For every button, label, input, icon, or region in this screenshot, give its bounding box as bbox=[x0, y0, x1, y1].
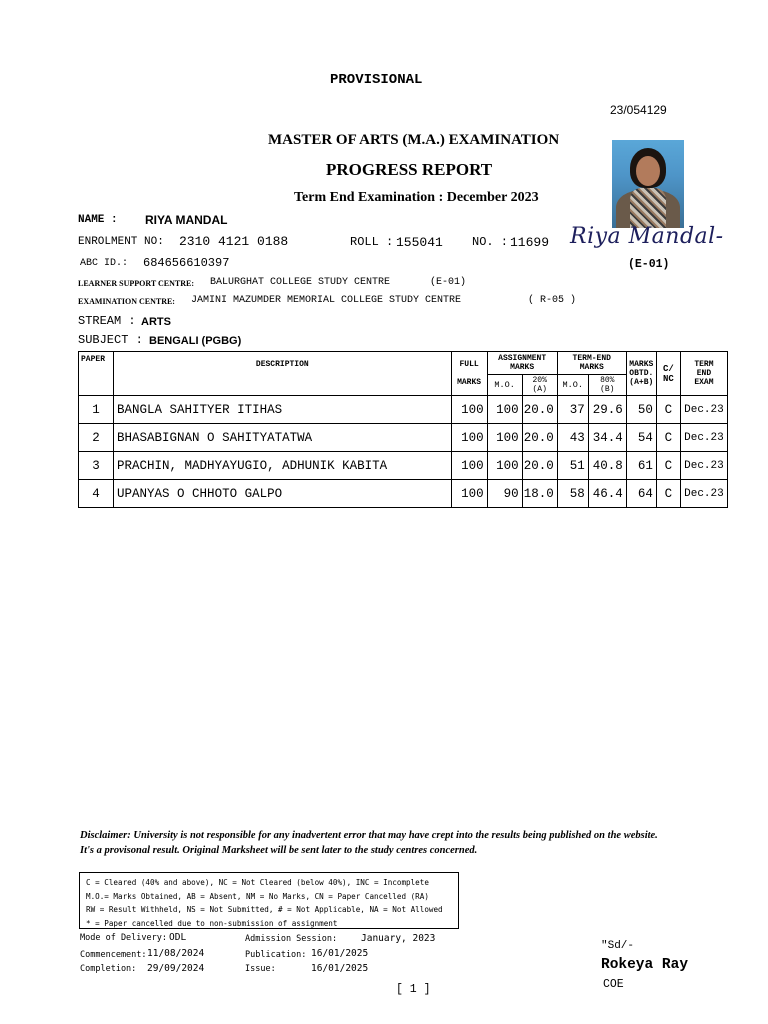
header-cnc: C/ NC bbox=[656, 352, 680, 396]
paper-no: 2 bbox=[79, 424, 114, 452]
full-marks: 100 bbox=[451, 396, 487, 424]
disclaimer bbox=[80, 828, 658, 858]
header-term-end-exam: TERM END EXAM bbox=[680, 352, 727, 396]
paper-description: PRACHIN, MADHYAYUGIO, ADHUNIK KABITA bbox=[114, 452, 452, 480]
signatory-designation: COE bbox=[603, 978, 624, 991]
admission-value: January, 2023 bbox=[361, 933, 436, 944]
commencement-value: 11/08/2024 bbox=[147, 948, 205, 959]
assignment-pct: 18.0 bbox=[522, 480, 557, 508]
signatory-name: Rokeya Ray bbox=[601, 957, 689, 973]
paper-description: BANGLA SAHITYER ITIHAS bbox=[114, 396, 452, 424]
paper-no: 1 bbox=[79, 396, 114, 424]
full-marks: 100 bbox=[451, 424, 487, 452]
term-pct: 40.8 bbox=[588, 452, 626, 480]
assignment-pct: 20.0 bbox=[522, 396, 557, 424]
term-pct: 34.4 bbox=[588, 424, 626, 452]
student-signature: Riya Mandal- bbox=[570, 224, 724, 249]
no-label: NO. : bbox=[472, 235, 509, 249]
header-assign-mo: M.O. bbox=[487, 375, 522, 396]
legend-line: * = Paper cancelled due to non-submission of assignment bbox=[86, 918, 338, 928]
cleared-status: C bbox=[656, 424, 680, 452]
admission-label: Admission Session: bbox=[245, 934, 338, 944]
term-title: Term End Examination : December 2023 bbox=[294, 190, 539, 205]
header-term-mo: M.O. bbox=[557, 375, 588, 396]
assignment-mo: 100 bbox=[487, 452, 522, 480]
full-marks: 100 bbox=[451, 480, 487, 508]
roll-number: 155041 bbox=[396, 235, 443, 250]
header-paper: PAPER bbox=[79, 352, 114, 396]
full-marks: 100 bbox=[451, 452, 487, 480]
header-full-marks: FULL MARKS bbox=[451, 352, 487, 396]
name-label: NAME : bbox=[78, 214, 118, 226]
abc-id: 684656610397 bbox=[143, 256, 230, 270]
cleared-status: C bbox=[656, 452, 680, 480]
page-number: [ 1 ] bbox=[396, 983, 431, 996]
exam-session: Dec.23 bbox=[680, 480, 727, 508]
cleared-status: C bbox=[656, 396, 680, 424]
assignment-mo: 90 bbox=[487, 480, 522, 508]
term-mo: 51 bbox=[557, 452, 588, 480]
table-row bbox=[79, 452, 728, 480]
lsc-label: LEARNER SUPPORT CENTRE: bbox=[78, 279, 195, 288]
table-row bbox=[79, 424, 728, 452]
marks-obtained: 54 bbox=[626, 424, 656, 452]
publication-value: 16/01/2025 bbox=[311, 948, 369, 959]
enrolment-number: 2310 4121 0188 bbox=[179, 234, 289, 249]
lsc-code: (E-01) bbox=[430, 277, 467, 288]
issue-label: Issue: bbox=[245, 964, 276, 974]
paper-no: 4 bbox=[79, 480, 114, 508]
delivery-label: Mode of Delivery: bbox=[80, 933, 167, 943]
term-mo: 37 bbox=[557, 396, 588, 424]
exam-centre-code: ( R-05 ) bbox=[528, 295, 577, 306]
legend-line: RW = Result Withheld, NS = Not Submitted, # = Not Applicable, NA = Not Allowed bbox=[86, 905, 443, 914]
marks-obtained: 61 bbox=[626, 452, 656, 480]
commencement-label: Commencement: bbox=[80, 950, 147, 960]
stream-label: STREAM : bbox=[78, 314, 136, 328]
serial-number: 23/054129 bbox=[610, 103, 667, 117]
paper-no: 3 bbox=[79, 452, 114, 480]
provisional-label: PROVISIONAL bbox=[330, 72, 423, 88]
roll-label: ROLL : bbox=[350, 235, 394, 249]
header-description: DESCRIPTION bbox=[114, 352, 452, 396]
header-assignment: ASSIGNMENT MARKS bbox=[487, 352, 557, 375]
paper-description: BHASABIGNAN O SAHITYATATWA bbox=[114, 424, 452, 452]
exam-centre-name: JAMINI MAZUMDER MEMORIAL COLLEGE STUDY CENTRE bbox=[191, 295, 462, 306]
subject-label: SUBJECT : bbox=[78, 333, 143, 347]
sd-mark: "Sd/- bbox=[601, 940, 635, 952]
disclaimer-line-2: It's a provisonal result. Original Marksheet will be sent later to the study centres concerned. bbox=[80, 845, 478, 856]
term-mo: 43 bbox=[557, 424, 588, 452]
exam-centre-label: EXAMINATION CENTRE: bbox=[78, 297, 175, 306]
student-name: RIYA MANDAL bbox=[145, 213, 228, 227]
stream-value: ARTS bbox=[141, 316, 171, 328]
student-photo bbox=[612, 140, 684, 228]
subject-value: BENGALI (PGBG) bbox=[149, 335, 242, 347]
marks-obtained: 50 bbox=[626, 396, 656, 424]
lsc-name: BALURGHAT COLLEGE STUDY CENTRE bbox=[210, 277, 391, 288]
header-marks-obtained: MARKS OBTD. (A+B) bbox=[626, 352, 656, 396]
term-mo: 58 bbox=[557, 480, 588, 508]
disclaimer-line-1: Disclaimer: University is not responsible for any inadvertent error that may have crept into the results being published on the website. bbox=[80, 830, 658, 841]
term-pct: 29.6 bbox=[588, 396, 626, 424]
cleared-status: C bbox=[656, 480, 680, 508]
abc-label: ABC ID.: bbox=[80, 258, 129, 269]
legend-line: M.O.= Marks Obtained, AB = Absent, NM = No Marks, CN = Paper Cancelled (RA) bbox=[86, 891, 429, 901]
legend-line: C = Cleared (40% and above), NC = Not Cleared (below 40%), INC = Incomplete bbox=[86, 878, 429, 887]
exam-session: Dec.23 bbox=[680, 452, 727, 480]
assignment-mo: 100 bbox=[487, 396, 522, 424]
publication-label: Publication: bbox=[245, 950, 307, 960]
assignment-mo: 100 bbox=[487, 424, 522, 452]
exam-title: MASTER OF ARTS (M.A.) EXAMINATION bbox=[268, 132, 560, 148]
issue-value: 16/01/2025 bbox=[311, 963, 369, 974]
no-value: 11699 bbox=[510, 235, 550, 250]
assignment-pct: 20.0 bbox=[522, 452, 557, 480]
exam-session: Dec.23 bbox=[680, 396, 727, 424]
table-row bbox=[79, 396, 728, 424]
paper-description: UPANYAS O CHHOTO GALPO bbox=[114, 480, 452, 508]
header-term-end: TERM-END MARKS bbox=[557, 352, 626, 375]
exam-session: Dec.23 bbox=[680, 424, 727, 452]
abbreviation-legend bbox=[79, 872, 459, 929]
centre-code-right: (E-01) bbox=[628, 258, 670, 271]
delivery-value: ODL bbox=[169, 932, 187, 943]
table-row bbox=[79, 480, 728, 508]
term-pct: 46.4 bbox=[588, 480, 626, 508]
completion-label: Completion: bbox=[80, 964, 137, 974]
report-title: PROGRESS REPORT bbox=[326, 160, 493, 179]
header-assign-pct: 20% (A) bbox=[522, 375, 557, 396]
assignment-pct: 20.0 bbox=[522, 424, 557, 452]
marks-table bbox=[78, 351, 728, 508]
marks-obtained: 64 bbox=[626, 480, 656, 508]
completion-value: 29/09/2024 bbox=[147, 963, 205, 974]
enrolment-label: ENROLMENT NO: bbox=[78, 236, 164, 248]
header-term-pct: 80% (B) bbox=[588, 375, 626, 396]
